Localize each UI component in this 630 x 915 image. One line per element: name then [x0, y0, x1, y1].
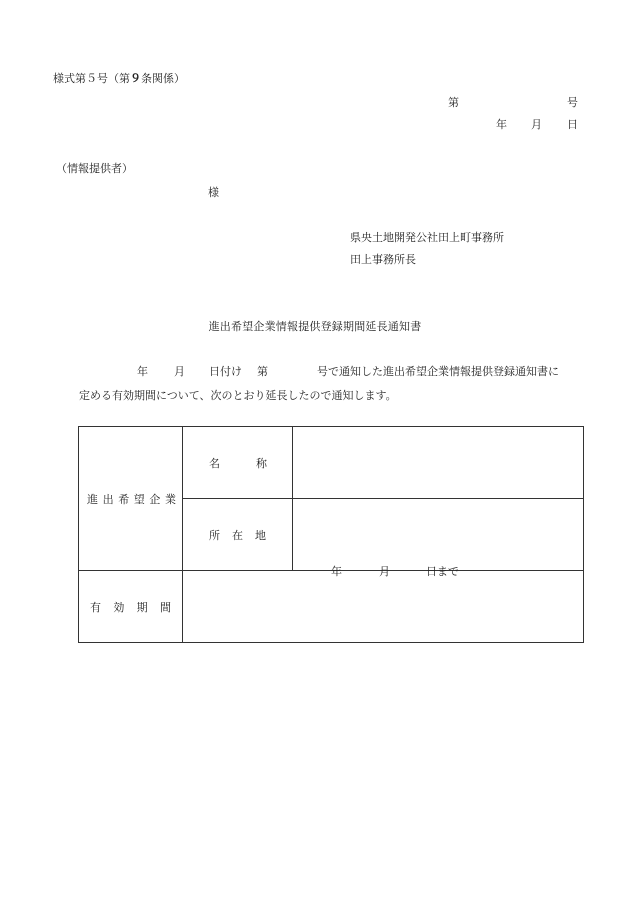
company-label-char: 進 [87, 492, 98, 506]
period-label-cell [79, 571, 183, 643]
name-label-cell [183, 427, 293, 499]
address-label [183, 527, 292, 543]
document-number-suffix: 号 [567, 96, 578, 109]
info-table [78, 426, 584, 643]
recipient-label: （情報提供者） [56, 162, 133, 175]
company-label-char: 企 [149, 492, 161, 506]
body-year-label: 年 [137, 365, 148, 378]
name-label [183, 455, 292, 471]
period-until-label: 日まで [426, 565, 459, 578]
form-number [53, 70, 185, 86]
table-row-name [79, 427, 584, 499]
address-label-char: 地 [255, 528, 266, 542]
period-label-char: 間 [159, 600, 171, 614]
address-label-cell [183, 499, 293, 571]
period-year-label: 年 [331, 565, 342, 578]
period-value-cell[interactable] [183, 565, 584, 643]
table-row-period [79, 571, 584, 643]
company-label-char: 出 [102, 492, 114, 506]
date-year-label: 年 [496, 118, 507, 131]
sender-title: 田上事務所長 [350, 253, 416, 266]
form-number-suffix: 条関係） [141, 72, 185, 85]
body-line1-text: 号で通知した進出希望企業情報提供登録通知書に [317, 365, 559, 378]
period-label-char: 効 [113, 600, 125, 614]
period-label-char: 有 [90, 600, 101, 614]
period-label-char: 期 [136, 600, 148, 614]
form-number-prefix: 様式第５号（第 [53, 72, 130, 85]
form-number-article: ９ [130, 72, 141, 85]
name-label-char: 称 [256, 456, 267, 470]
date-day-label: 日 [567, 118, 578, 131]
body-day-dated-label: 日付け [209, 365, 242, 378]
body-line2-text: 定める有効期間について、次のとおり延長したので通知します。 [79, 389, 397, 402]
company-name-field[interactable] [293, 427, 584, 499]
name-label-char: 名 [209, 456, 220, 470]
period-label [79, 599, 182, 615]
company-label-char: 業 [164, 492, 176, 506]
address-label-char: 在 [232, 528, 243, 542]
sender-office: 県央土地開発公社田上町事務所 [350, 231, 504, 244]
company-address-field[interactable] [293, 499, 584, 571]
company-label-char: 希 [118, 492, 130, 506]
company-label-cell [79, 427, 183, 571]
body-number-prefix: 第 [257, 365, 268, 378]
document-number-prefix: 第 [448, 96, 459, 109]
document-title: 進出希望企業情報提供登録期間延長通知書 [208, 320, 422, 333]
recipient-honorific: 様 [208, 186, 219, 199]
company-label-char: 望 [133, 492, 145, 506]
company-label [79, 491, 182, 507]
address-label-char: 所 [209, 528, 220, 542]
body-month-label: 月 [174, 365, 185, 378]
date-month-label: 月 [531, 118, 542, 131]
period-month-label: 月 [379, 565, 390, 578]
